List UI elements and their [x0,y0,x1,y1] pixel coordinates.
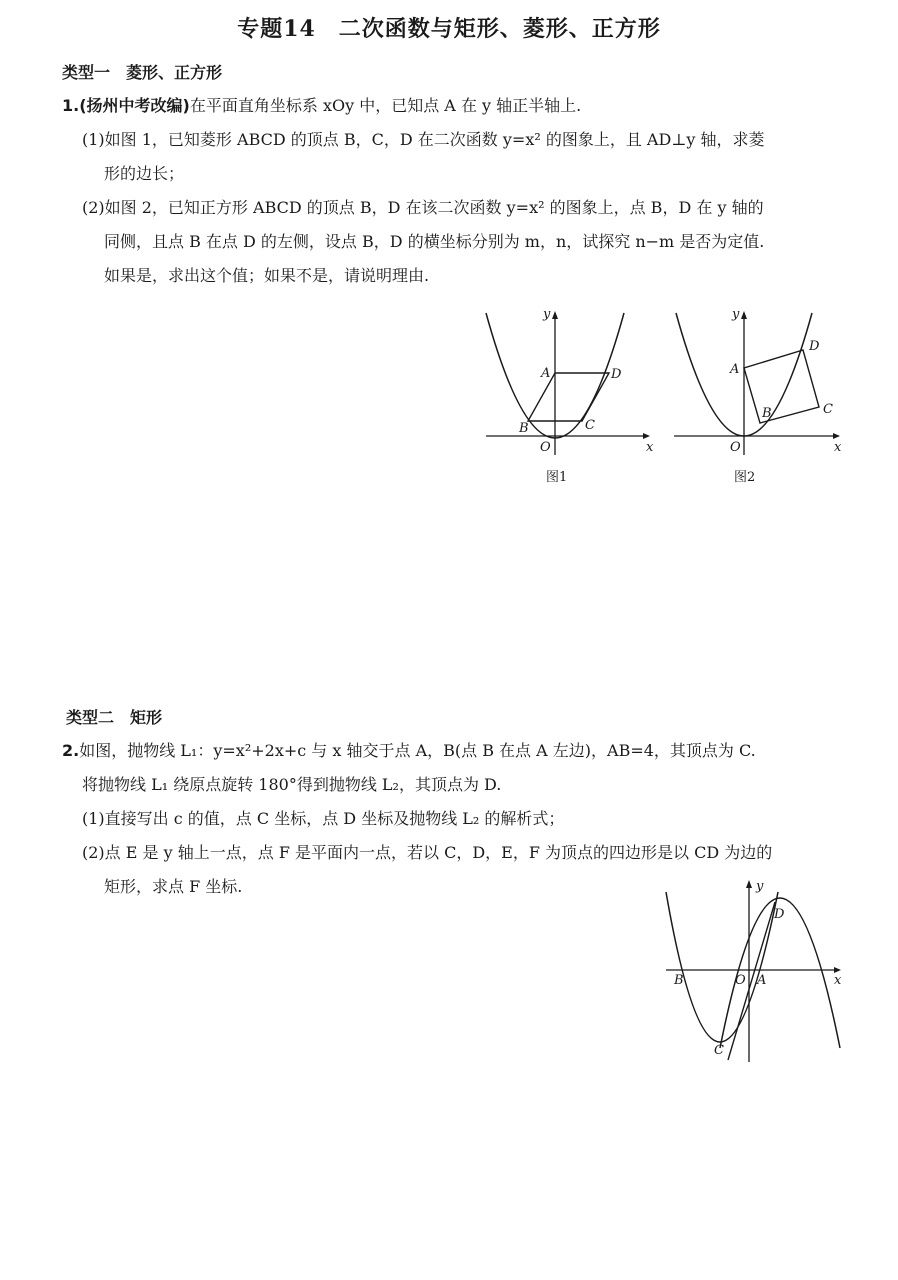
question-2-part-2-line-1: (2)点 E 是 y 轴上一点，点 F 是平面内一点，若以 C，D，E，F 为顶点的四边形是以 CD 为边的 [82,843,773,862]
point-label-D: D [809,339,820,354]
point-label-C: C [714,1043,724,1058]
question-number: 2. [62,741,80,760]
question-text: 在平面直角坐标系 xOy 中，已知点 A 在 y 轴正半轴上. [189,96,582,115]
axis-label-x: x [646,440,654,455]
axis-label-y: y [756,879,764,894]
point-label-A: A [757,973,767,988]
question-1-stem [62,95,581,117]
question-1-part-2-line-2: 同侧，且点 B 在点 D 的左侧，设点 B，D 的横坐标分别为 m，n，试探究 n−m 是否为定值. [104,232,765,251]
axis-label-y: y [543,307,551,322]
question-2-line-1 [62,740,756,762]
point-label-O: O [735,973,746,988]
y-axis-arrow-icon [746,880,752,888]
section-heading-rectangle: 类型二 矩形 [66,708,163,727]
question-1-part-1-line-1: (1)如图 1，已知菱形 ABCD 的顶点 B，C，D 在二次函数 y=x² 的图象上，且 AD⊥y 轴，求菱 [82,130,765,149]
y-axis-arrow-icon [741,311,747,319]
parabola-L1 [666,892,778,1042]
axis-label-x: x [834,973,842,988]
point-label-O: O [730,440,741,455]
page-title: 专题14 二次函数与矩形、菱形、正方形 [237,16,661,42]
question-2-part-2-line-2: 矩形，求点 F 坐标. [104,877,243,896]
question-2-part-1: (1)直接写出 c 的值，点 C 坐标，点 D 坐标及抛物线 L₂ 的解析式； [82,809,565,828]
figure-1-caption: 图1 [546,470,568,485]
y-axis-arrow-icon [552,311,558,319]
question-1-part-2-line-3: 如果是，求出这个值；如果不是，请说明理由. [104,266,430,285]
question-1-part-2-line-1: (2)如图 2，已知正方形 ABCD 的顶点 B，D 在该二次函数 y=x² 的图象上，点 B，D 在 y 轴的 [82,198,764,217]
point-label-C: C [585,418,595,433]
axis-label-x: x [834,440,842,455]
point-label-B: B [762,406,772,421]
figure-2-caption: 图2 [734,470,756,485]
square-abcd [744,350,819,423]
point-label-A: A [730,362,740,377]
axis-label-y: y [732,307,740,322]
point-label-O: O [540,440,551,455]
point-label-B: B [519,421,529,436]
point-label-B: B [674,973,684,988]
point-label-D: D [611,367,622,382]
point-label-D: D [774,907,785,922]
section-heading-rhombus-square: 类型一 菱形、正方形 [62,63,223,82]
point-label-A: A [541,366,551,381]
x-axis-arrow-icon [833,433,840,439]
x-axis-arrow-icon [643,433,650,439]
point-label-C: C [823,402,833,417]
figure-2-diagram [668,305,858,465]
question-1-part-1-line-2: 形的边长； [104,164,185,183]
question-number: 1. [62,96,80,115]
figure-1-diagram [478,305,668,465]
question-2-line-2: 将抛物线 L₁ 绕原点旋转 180°得到抛物线 L₂，其顶点为 D. [82,775,502,794]
question-source: (扬州中考改编) [79,96,190,115]
question-text: 如图，抛物线 L₁：y=x²+2x+c 与 x 轴交于点 A，B(点 B 在点 A 左边)，AB=4，其顶点为 C. [79,741,756,760]
figure-3-diagram [660,872,856,1067]
